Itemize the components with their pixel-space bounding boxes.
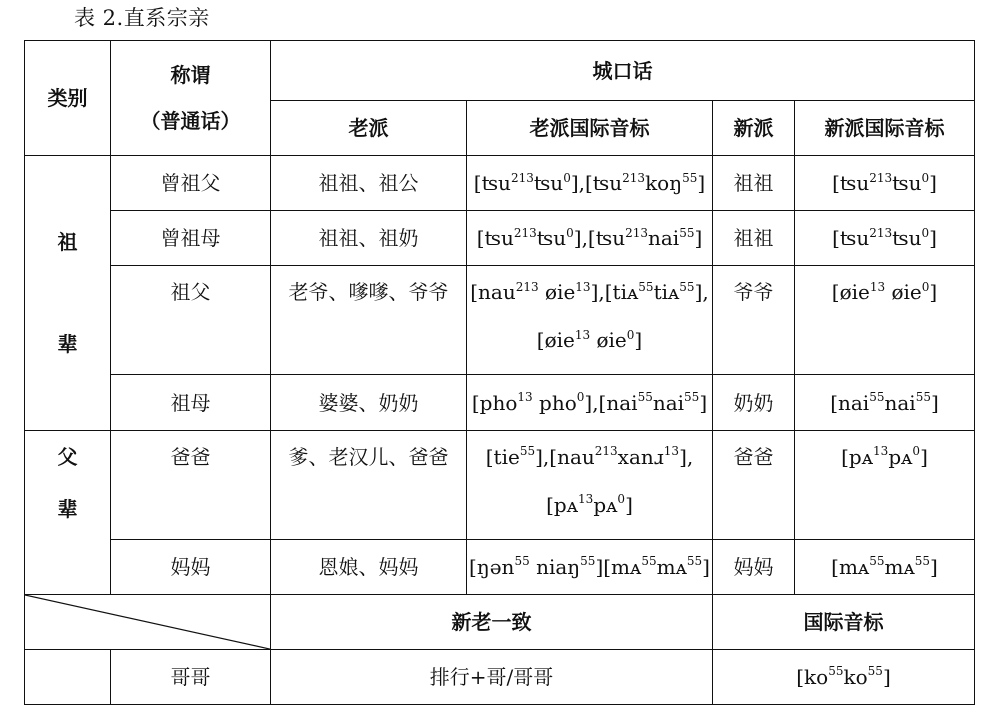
header-appellation: [111, 41, 271, 156]
header-appellation-line1: 称谓: [170, 63, 211, 88]
new-term-cell: 妈妈: [713, 539, 795, 594]
header-consistent: 新老一致: [271, 594, 713, 649]
term-cell: 祖母: [111, 375, 271, 430]
empty-category-cell: [25, 649, 111, 704]
old-ipa-cell: [nau$^{213}$ øie$^{13}$],[tiᴀ$^{55}$tiᴀ$^{55}$], [øie$^{13}$ øie$^0$]: [467, 266, 713, 375]
kinship-table: [24, 40, 975, 705]
new-term-cell: 祖祖: [713, 156, 795, 211]
category-parents: [25, 430, 111, 594]
old-ipa-cell: [ʦu$^{213}$ʦu$^0$],[ʦu$^{213}$koŋ$^{55}$]: [467, 156, 713, 211]
term-cell: 祖父: [111, 266, 271, 375]
header-ipa: 国际音标: [713, 594, 975, 649]
header-appellation-line2: （普通话）: [140, 109, 241, 134]
new-term-cell: 爸爸: [713, 430, 795, 539]
term-cell: 曾祖父: [111, 156, 271, 211]
old-term-cell: 祖祖、祖奶: [271, 211, 467, 266]
old-ipa-cell: [tie$^{55}$],[nau$^{213}$xanɹ$^{13}$], [pᴀ$^{13}$pᴀ$^0$]: [467, 430, 713, 539]
term-cell: 妈妈: [111, 539, 271, 594]
header-new-ipa: 新派国际音标: [795, 101, 975, 156]
new-ipa-cell: [mᴀ$^{55}$mᴀ$^{55}$]: [795, 539, 975, 594]
new-ipa-cell: [ʦu$^{213}$ʦu$^0$]: [795, 211, 975, 266]
term-cell: 哥哥: [111, 649, 271, 704]
term-cell: 爸爸: [111, 430, 271, 539]
header-new: 新派: [713, 101, 795, 156]
consistent-term-cell: 排行+哥/哥哥: [271, 649, 713, 704]
header-category: 类别: [25, 41, 111, 156]
new-term-cell: 爷爷: [713, 266, 795, 375]
old-term-cell: 恩娘、妈妈: [271, 539, 467, 594]
category-char: 父: [57, 444, 78, 469]
old-ipa-cell: [pho$^{13}$ pho$^0$],[nai$^{55}$nai$^{55}$]: [467, 375, 713, 430]
diagonal-line: [25, 595, 270, 649]
old-term-cell: 老爷、嗲嗲、爷爷: [271, 266, 467, 375]
term-cell: 曾祖母: [111, 211, 271, 266]
new-ipa-cell: [ʦu$^{213}$ʦu$^0$]: [795, 156, 975, 211]
header-dialect: 城口话: [271, 41, 975, 101]
diagonal-header-cell: [25, 594, 271, 649]
new-term-cell: 奶奶: [713, 375, 795, 430]
old-term-cell: 婆婆、奶奶: [271, 375, 467, 430]
new-ipa-cell: [nai$^{55}$nai$^{55}$]: [795, 375, 975, 430]
header-old: 老派: [271, 101, 467, 156]
table-caption: 表 2.直系宗亲: [74, 6, 210, 30]
old-term-cell: 爹、老汉儿、爸爸: [271, 430, 467, 539]
new-ipa-cell: [pᴀ$^{13}$pᴀ$^0$]: [795, 430, 975, 539]
old-term-cell: 祖祖、祖公: [271, 156, 467, 211]
category-char: 辈: [57, 331, 78, 356]
ipa-cell: $[ko^{55}ko^{55}]$: [713, 649, 975, 704]
header-old-ipa: 老派国际音标: [467, 101, 713, 156]
new-term-cell: 祖祖: [713, 211, 795, 266]
new-ipa-cell: [øie$^{13}$ øie$^0$]: [795, 266, 975, 375]
category-char: 祖: [57, 229, 78, 254]
category-grandparents: [25, 156, 111, 430]
old-ipa-cell: [ʦu$^{213}$ʦu$^0$],[ʦu$^{213}$nai$^{55}$]: [467, 211, 713, 266]
old-ipa-cell: [ŋən$^{55}$ niaŋ$^{55}$][mᴀ$^{55}$mᴀ$^{55}$]: [467, 539, 713, 594]
category-char: 辈: [57, 496, 78, 521]
